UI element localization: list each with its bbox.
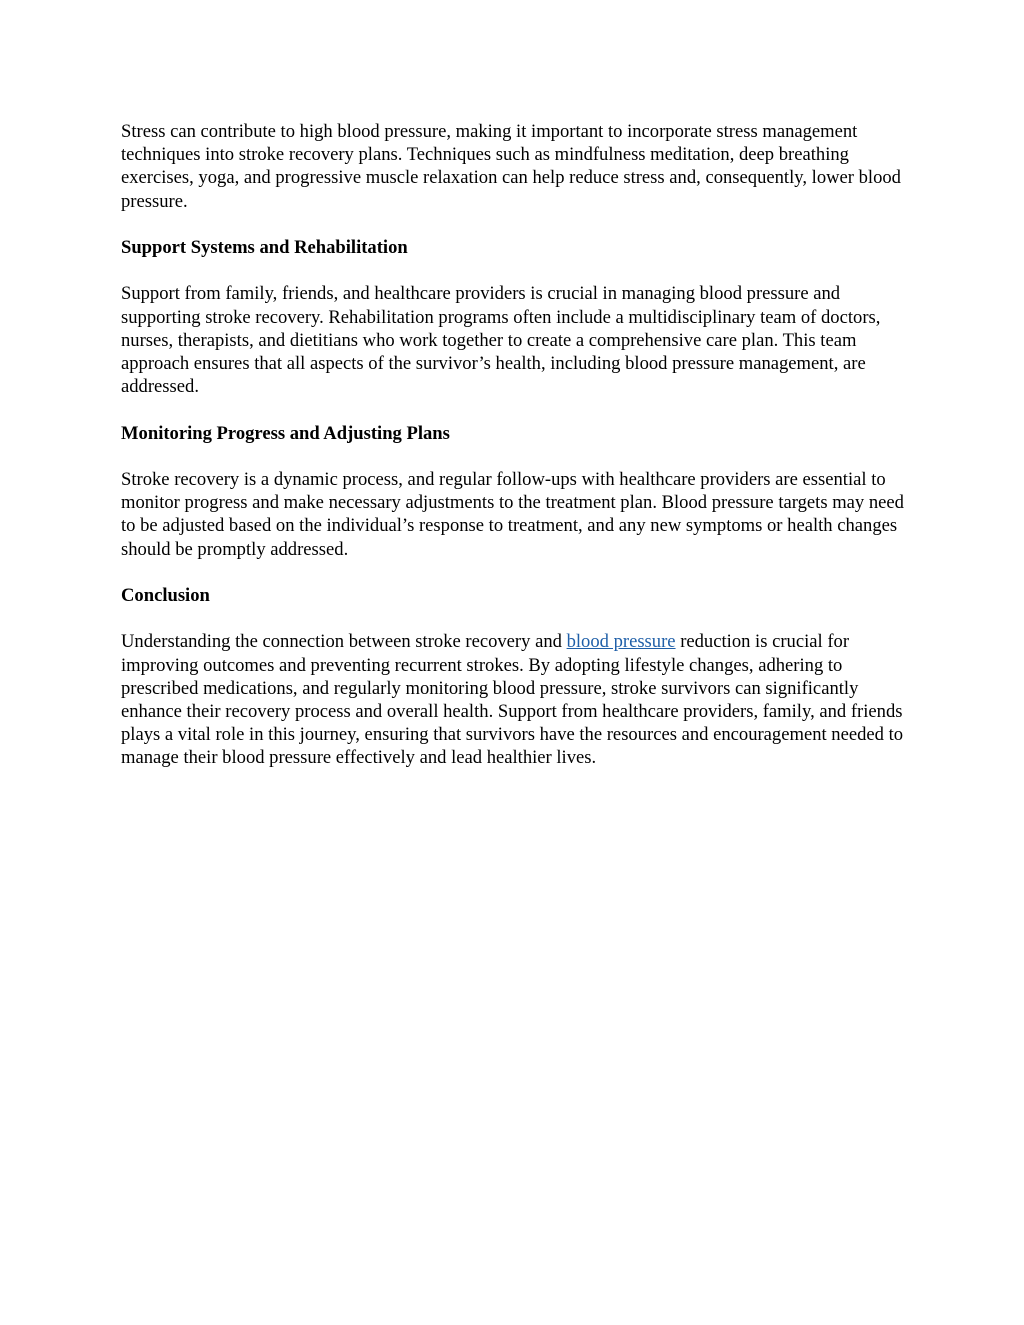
conclusion-text-before-link: Understanding the connection between stroke recovery and [121, 631, 567, 653]
document-page [121, 120, 911, 793]
intro-paragraph: Stress can contribute to high blood pressure, making it important to incorporate stress management techniques into stroke recovery plans. Techniques such as mindfulness meditation, deep breathing exercises, yoga, and progressive muscle relaxation can help reduce stress and, consequently, lower blood pressure. [121, 121, 901, 212]
section-heading-support-systems: Support Systems and Rehabilitation [121, 237, 408, 258]
section-body-monitoring-progress: Stroke recovery is a dynamic process, and regular follow-ups with healthcare providers are essential to monitor progress and make necessary adjustments to the treatment plan. Blood pressure targets may need to be adjusted based on the individual’s response to treatment, and any new symptoms or health changes should be promptly addressed. [121, 468, 904, 560]
section-heading-conclusion: Conclusion [121, 584, 210, 606]
conclusion-text-after-link: reduction is crucial for improving outcomes and preventing recurrent strokes. By adopting lifestyle changes, adhering to prescribed medications, and regularly monitoring blood pressure, stroke survivors can significantly enhance their recovery process and overall health. Support from healthcare providers, family, and friends plays a vital role in this journey, ensuring that survivors have the resources and encouragement needed to manage their blood pressure effectively and lead healthier lives. [121, 631, 904, 769]
blood-pressure-link[interactable]: blood pressure [566, 631, 676, 653]
section-heading-monitoring-progress: Monitoring Progress and Adjusting Plans [121, 422, 450, 444]
section-body-conclusion [121, 630, 911, 769]
section-body-support-systems: Support from family, friends, and healthcare providers is crucial in managing blood pressure and supporting stroke recovery. Rehabilitation programs often include a multidisciplinary team of doctors, nurses, therapists, and dietitians who work together to create a comprehensive care plan. This team approach ensures that all aspects of the survivor’s health, including blood pressure management, are addressed. [121, 283, 881, 398]
